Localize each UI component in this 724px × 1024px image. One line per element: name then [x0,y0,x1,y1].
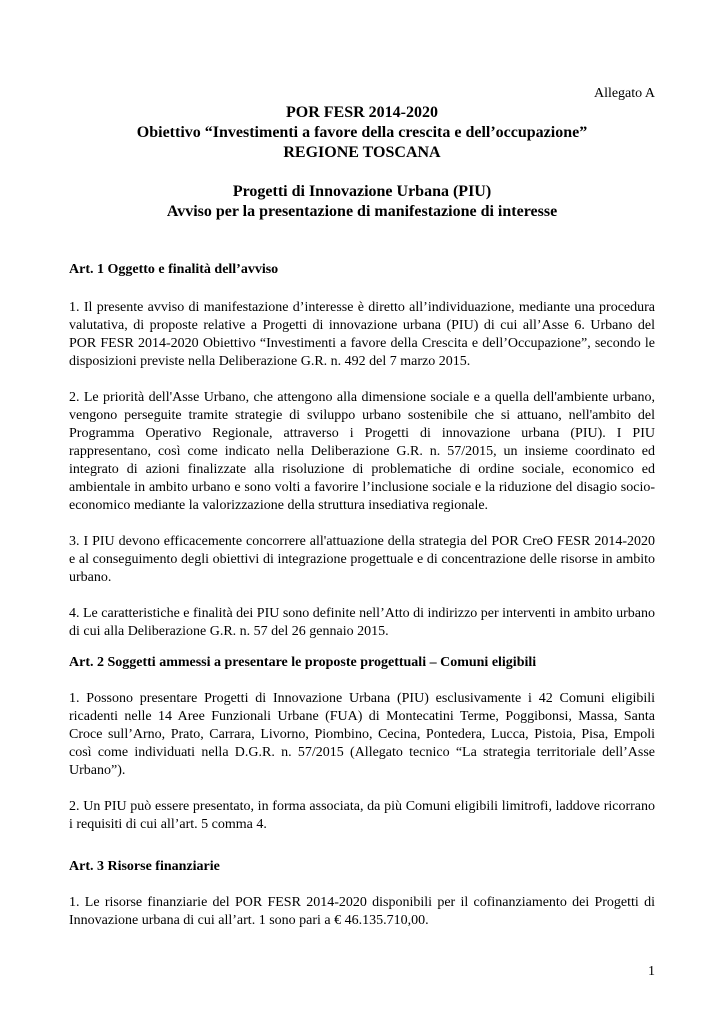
art1-paragraph-1: 1. Il presente avviso di manifestazione d’interesse è diretto all’individuazione, mediante una procedura valutativa, di proposte relative a Progetti di innovazione urbana (PIU) di cui all’Asse 6. Urbano del POR FESR 2014-2020 Obiettivo “Investimenti a favore della Crescita e dell’Occupazione”, secondo le disposizioni previste nella Deliberazione G.R. n. 492 del 7 marzo 2015. [69,300,655,369]
art2-paragraph-2: 2. Un PIU può essere presentato, in forma associata, da più Comuni eligibili limitrofi, laddove ricorrano i requisiti di cui all’art. 5 comma 4. [69,799,655,832]
art1-paragraph-2: 2. Le priorità dell'Asse Urbano, che attengono alla dimensione sociale e a quella dell'ambiente urbano, vengono perseguite tramite strategie di sviluppo urbano sostenibile che si attuano, nell'ambito del Programma Operativo Regionale, attraverso i Progetti di innovazione urbana (PIU). I PIU rappresentano, così come indicato nella Deliberazione G.R. n. 57/2015, un insieme coordinato ed integrato di azioni finalizzate alla risoluzione di problematiche di ordine sociale, economico ed ambientale in ambito urbano e sono volti a favorire l’inclusione sociale e la riduzione del disagio socio-economico mediante la valorizzazione della struttura insediativa regionale. [69,390,655,513]
art2-heading: Art. 2 Soggetti ammessi a presentare le proposte progettuali – Comuni eligibili [69,655,537,670]
attachment-label: Allegato A [593,86,655,101]
document-body [69,261,655,930]
title-objective: Obiettivo “Investimenti a favore della crescita e dell’occupazione” [136,124,588,141]
subtitle-notice: Avviso per la presentazione di manifestazione di interesse [166,203,558,220]
title-program: POR FESR 2014-2020 [286,104,438,121]
art1-paragraph-3: 3. I PIU devono efficacemente concorrere all'attuazione della strategia del POR CreO FESR 2014-2020 e al conseguimento degli obiettivi di integrazione progettuale e di concentrazione delle risorse in ambito urbano. [69,534,655,585]
subtitle-project: Progetti di Innovazione Urbana (PIU) [232,183,492,200]
art1-paragraph-4: 4. Le caratteristiche e finalità dei PIU sono definite nell’Atto di indirizzo per interventi in ambito urbano di cui alla Deliberazione G.R. n. 57 del 26 gennaio 2015. [69,606,655,639]
document-title-block [69,103,655,222]
title-region: REGIONE TOSCANA [283,144,441,161]
art3-heading: Art. 3 Risorse finanziarie [69,859,220,874]
art3-paragraph-1: 1. Le risorse finanziarie del POR FESR 2014-2020 disponibili per il cofinanziamento dei Progetti di Innovazione urbana di cui all’art. 1 sono pari a € 46.135.710,00. [69,895,655,928]
art1-heading: Art. 1 Oggetto e finalità dell’avviso [69,262,279,277]
art2-paragraph-1: 1. Possono presentare Progetti di Innovazione Urbana (PIU) esclusivamente i 42 Comuni eligibili ricadenti nelle 14 Aree Funzionali Urbane (FUA) di Montecatini Terme, Poggibonsi, Massa, Santa Croce sull’Arno, Prato, Carrara, Livorno, Piombino, Cecina, Pontedera, Lucca, Pistoia, Pisa, Empoli così come individuati nella D.G.R. n. 57/2015 (Allegato tecnico “La strategia territoriale dell’Asse Urbano”). [69,691,655,778]
page-number: 1 [648,964,655,979]
